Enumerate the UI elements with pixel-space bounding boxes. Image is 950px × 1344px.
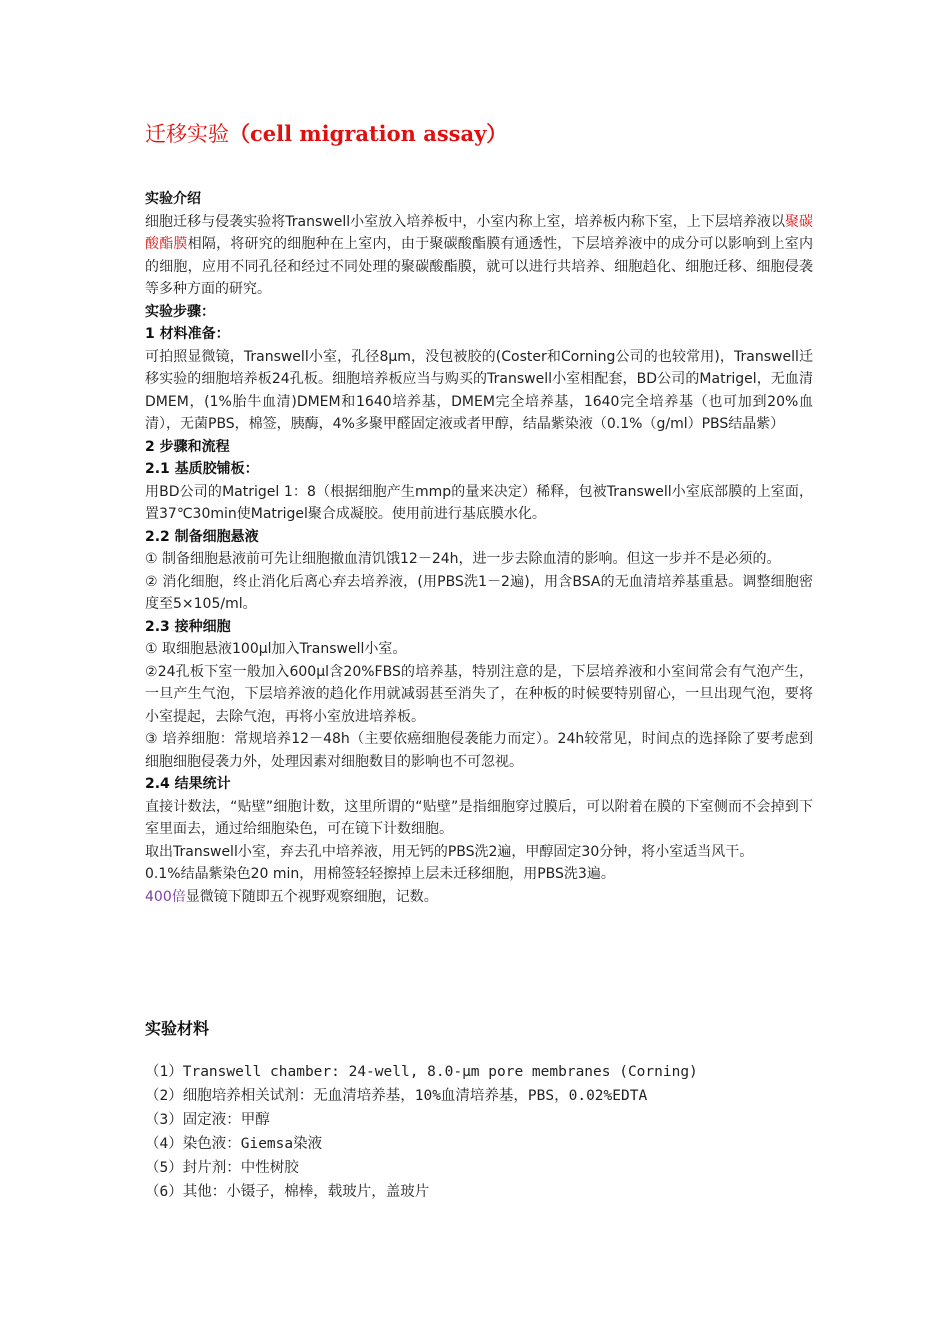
step24-p4-rest: 显微镜下随即五个视野观察细胞，记数。 [185, 888, 438, 905]
steps-heading: 实验步骤： [145, 303, 215, 320]
step24-p3: 0.1%结晶紫染色20 min，用棉签轻轻擦掉上层未迁移细胞，用PBS洗3遍。 [145, 866, 615, 882]
materials-section [145, 1016, 813, 1204]
step22-p2: ② 消化细胞，终止消化后离心弃去培养液，(用PBS洗1－2遍)，用含BSA的无血清培养基重悬。调整细胞密度至5×105/ml。 [145, 573, 813, 612]
materials-item-1: （1）Transwell chamber: 24-well, 8.0-μm pore membranes (Corning) [145, 1064, 698, 1080]
materials-item-4: （4）染色液：Giemsa染液 [145, 1136, 323, 1152]
step21-heading: 2.1 基质胶铺板： [145, 461, 259, 477]
intro-text-before: 细胞迁移与侵袭实验将Transwell小室放入培养板中，小室内称上室，培养板内称下室，上下层培养液以 [145, 213, 785, 230]
materials-item-2: （2）细胞培养相关试剂：无血清培养基，10%血清培养基，PBS，0.02%EDTA [145, 1088, 648, 1104]
step23-p1: ① 取细胞悬液100μl加入Transwell小室。 [145, 641, 407, 657]
step23-p2: ②24孔板下室一般加入600μl含20%FBS的培养基，特别注意的是，下层培养液和小室间常会有气泡产生，一旦产生气泡，下层培养液的趋化作用就减弱甚至消失了，在种板的时候要特别留心，一旦出现气泡，要将小室提起，去除气泡，再将小室放进培养板。 [145, 663, 813, 725]
page-title [145, 118, 813, 150]
step1-heading: 1 材料准备： [145, 326, 230, 342]
step24-p4 [145, 886, 813, 909]
intro-paragraph [145, 211, 813, 301]
title-cn: 迁移实验 [145, 122, 229, 146]
step24-p4-highlight: 400倍 [145, 888, 186, 905]
materials-item-5: （5）封片剂：中性树胶 [145, 1160, 299, 1176]
step22-heading: 2.2 制备细胞悬液 [145, 528, 259, 545]
intro-heading: 实验介绍 [145, 191, 201, 207]
step23-heading: 2.3 接种细胞 [145, 618, 231, 635]
materials-item-6: （6）其他：小镊子，棉棒，载玻片，盖玻片 [145, 1184, 430, 1200]
step24-heading: 2.4 结果统计 [145, 776, 231, 792]
step24-p1: 直接计数法，“贴壁”细胞计数，这里所谓的“贴壁”是指细胞穿过膜后，可以附着在膜的下室侧而不会掉到下室里面去，通过给细胞染色，可在镜下计数细胞。 [145, 798, 813, 837]
step23-p3: ③ 培养细胞：常规培养12－48h（主要依癌细胞侵袭能力而定）。24h较常见，时间点的选择除了要考虑到细胞细胞侵袭力外，处理因素对细胞数目的影响也不可忽视。 [145, 731, 813, 770]
materials-heading: 实验材料 [145, 1019, 210, 1038]
document-body [145, 118, 813, 908]
step2-heading: 2 步骤和流程 [145, 438, 230, 455]
step22-p1: ① 制备细胞悬液前可先让细胞撤血清饥饿12－24h，进一步去除血清的影响。但这一步并不是必须的。 [145, 551, 781, 567]
step21-text: 用BD公司的Matrigel 1：8（根据细胞产生mmp的量来决定）稀释，包被Transwell小室底部膜的上室面，置37℃30min使Matrigel聚合成凝胶。使用前进行基底膜水化。 [145, 483, 813, 522]
step24-p2: 取出Transwell小室，弃去孔中培养液，用无钙的PBS洗2遍，甲醇固定30分钟，将小室适当风干。 [145, 843, 754, 860]
step1-text: 可拍照显微镜，Transwell小室，孔径8μm，没包被胶的(Coster和Corning公司的也较常用)，Transwell迁移实验的细胞培养板24孔板。细胞培养板应当与购买的Transwell小室相配套，BD公司的Matrigel，无血清DMEM，(1%胎牛血清)DMEM和1640培养基，DMEM完全培养基，1640完全培养基（也可加到20%血清），无菌PBS，棉签，胰酶，4%多聚甲醛固定液或者甲醇，结晶紫染液（0.1%（g/ml）PBS结晶紫） [145, 348, 813, 432]
title-en: （cell migration assay） [229, 121, 508, 146]
materials-item-3: （3）固定液：甲醇 [145, 1112, 270, 1128]
intro-highlight: 聚碳酸酯膜 [145, 213, 813, 252]
intro-text-after: 相隔，将研究的细胞种在上室内，由于聚碳酸酯膜有通透性，下层培养液中的成分可以影响到上室内的细胞，应用不同孔径和经过不同处理的聚碳酸酯膜，就可以进行共培养、细胞趋化、细胞迁移、细胞侵袭等多种方面的研究。 [145, 236, 814, 297]
